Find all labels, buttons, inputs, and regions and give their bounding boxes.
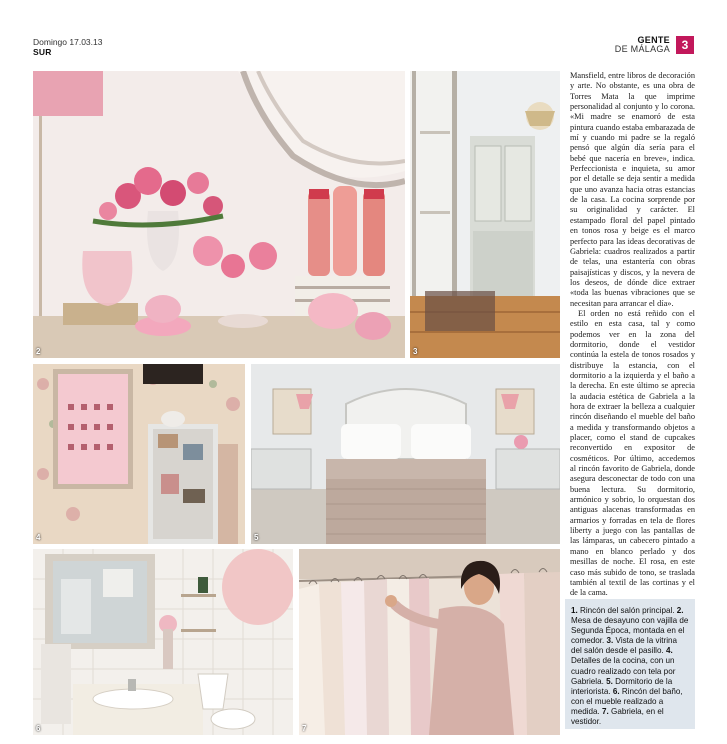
photo-bathroom — [33, 549, 293, 735]
photo-number-5: 5 — [254, 533, 259, 542]
photo-number-6: 6 — [36, 724, 41, 733]
photo-bedroom — [251, 364, 560, 544]
photo-number-3: 3 — [413, 347, 418, 356]
newspaper-name: SUR — [33, 47, 52, 57]
page-header-left — [33, 37, 102, 57]
caption-number-4: 4. — [665, 646, 673, 656]
caption-text-4: Detalles de la cocina, con un cuadro realizado con tela por Gabriela. — [571, 656, 676, 686]
caption-text-7: Gabriela, en el vestidor. — [571, 706, 664, 727]
photo-kitchen — [33, 364, 245, 544]
photo-breakfast-table-image — [33, 71, 405, 358]
page-header-right — [615, 36, 694, 54]
photo-dressing-room — [299, 549, 560, 735]
photo-vitrine-hallway-image — [410, 71, 560, 358]
photo-number-4: 4 — [36, 533, 41, 542]
caption-number-5: 5. — [606, 676, 613, 686]
caption-number-7: 7. — [602, 706, 609, 716]
section-title-line1: GENTE — [637, 35, 670, 45]
caption-number-3: 3. — [606, 636, 614, 646]
caption-text-6: Rincón del baño, con el mueble realizado a medida. — [571, 686, 683, 716]
caption-text-5: Dormitorio de la interiorista. — [571, 676, 673, 696]
caption-text-1: Rincón del salón principal. — [577, 606, 677, 615]
photo-bedroom-image — [251, 364, 560, 544]
page-number-badge: 3 — [676, 36, 694, 54]
caption-number-2: 2. — [676, 606, 684, 615]
photo-number-7: 7 — [302, 724, 307, 733]
caption-number-1: 1. — [571, 606, 578, 615]
caption-text-2: Mesa de desayuno con vajilla de Segunda Época, montada en el comedor. — [571, 616, 689, 646]
issue-date: Domingo 17.03.13 — [33, 37, 103, 47]
article-body — [570, 71, 695, 599]
section-title-line2: DE MÁLAGA — [614, 44, 670, 54]
caption-number-6: 6. — [612, 686, 620, 696]
photo-kitchen-image — [33, 364, 245, 544]
photo-vitrine-hallway — [410, 71, 560, 358]
article-paragraph-2: El orden no está reñido con el estilo en esta casa, tal y como podemos ver en la zona del dormitorio, donde el vestidor continúa la estela de tonos rosados y distribuye la estancia, con el dormitorio a la izquierda y el baño a la derecha. En este último se aprecia la audacia estética de Gabriela a la hora de extraer la belleza a cualquier rincón diseñando el mueble del baño a medida y transformando objetos a placer, como el stand de cupcakes reconvertido en expositor de cosméticos. Por último, accedemos al rincón favorito de Gabriela, donde asegura desconectar de todo con una buena lectura. Su dormitorio, armónico y sobrio, lo orquestan dos antiguas alacenas transformadas en armarios y forradas en tela de flores liberty a juego con las pantallas de las lámparas, un cabecero pintado a mano en blanco perlado y dos mesillas de noche. El rosa, en este caso más subido de tono, se traslada también al textil de las cortinas y el de la cama. — [570, 308, 695, 598]
photo-bathroom-image — [33, 549, 293, 735]
caption-text-3: Vista de la vitrina del salón desde el pasillo. — [571, 636, 678, 656]
photo-number-2: 2 — [36, 347, 41, 356]
photo-dressing-room-image — [299, 549, 560, 735]
photo-captions-box — [565, 599, 695, 729]
section-title — [615, 36, 670, 54]
photo-breakfast-table — [33, 71, 405, 358]
article-paragraph-1: Mansfield, entre libros de decoración y arte. No obstante, es una obra de Torres Mata la que imprime personalidad al conjunto y lo corona. «Mi madre se enamoró de esta pintura cuando estaba embarazada de mí y cuando mi padre se la regaló pensó que algún día sería para el bebé que nacería en breve», indica. Perfeccionista e inquieta, su amor por el detalle se deja sentir a medida que uno avanza hacia otras estancias de la casa. La cocina sorprende por su originalidad y carácter. El estampado floral del papel pintado en tonos rosa y beige es el marco perfecto para las ideas decorativas de Gabriela: cuadros realizados a partir de telas, una estantería con obras paisajísticas y discos, y la nevera de los deseos, de dónde dice extraer «toda las buenas vibraciones que se necesitan para arrancar el día». — [570, 71, 695, 308]
